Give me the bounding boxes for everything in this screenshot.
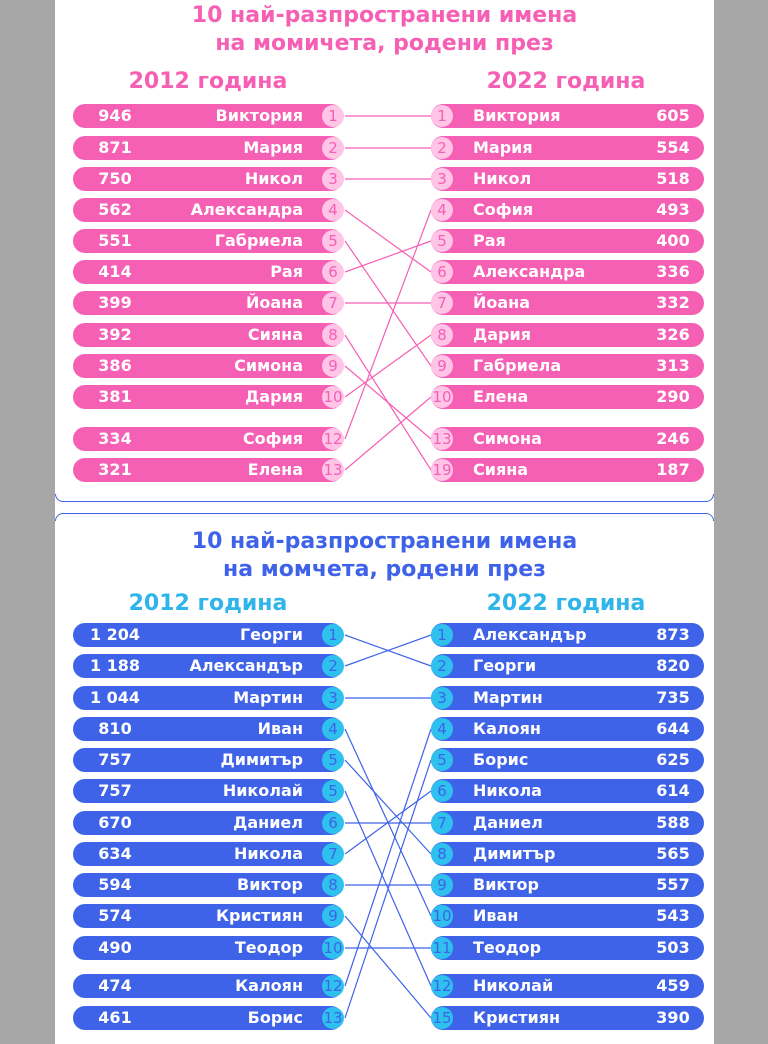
girls-2022-row	[431, 198, 704, 222]
rank-badge: 1	[431, 105, 453, 127]
count: 459	[656, 976, 690, 995]
girls-2022-row	[431, 229, 704, 253]
count: 326	[656, 325, 690, 344]
name: Александър	[473, 625, 587, 644]
rank-badge: 13	[432, 430, 452, 448]
boys-2012-row	[73, 842, 343, 866]
name: Никол	[244, 169, 303, 188]
rank-badge: 12	[323, 977, 343, 995]
count: 313	[656, 356, 690, 375]
rank-badge: 7	[322, 843, 344, 865]
rank-badge: 9	[322, 905, 344, 927]
name: Димитър	[220, 750, 303, 769]
boys-2022-row	[431, 623, 704, 647]
rank-badge: 13	[323, 461, 343, 479]
rank-badge: 9	[322, 355, 344, 377]
rank-badge: 19	[432, 461, 452, 479]
girls-left-year: 2012 година	[128, 69, 288, 94]
name: Александра	[190, 200, 303, 219]
boys-title-line2: на момчета, родени през	[223, 557, 546, 582]
rank-badge: 7	[431, 812, 453, 834]
rank-badge: 5	[322, 780, 344, 802]
girls-2022-row	[431, 136, 704, 160]
count: 1 188	[89, 656, 141, 675]
girls-2022-row	[431, 104, 704, 128]
name: Дария	[473, 325, 531, 344]
rank-badge: 8	[431, 843, 453, 865]
rank-badge: 4	[322, 199, 344, 221]
rank-badge: 2	[322, 655, 344, 677]
count: 493	[656, 200, 690, 219]
rank-badge: 4	[431, 199, 453, 221]
count: 634	[98, 844, 132, 863]
count: 565	[656, 844, 690, 863]
rank-badge: 6	[322, 261, 344, 283]
name: Йоана	[473, 293, 531, 312]
name: Елена	[473, 387, 529, 406]
boys-2012-row	[73, 904, 343, 928]
girls-2012-row	[73, 167, 343, 191]
name: София	[242, 429, 303, 448]
name: Кристиян	[473, 1008, 561, 1027]
name: Калоян	[235, 976, 303, 995]
count: 594	[98, 875, 132, 894]
boys-right-year: 2022 година	[486, 591, 646, 616]
count: 543	[656, 906, 690, 925]
count: 321	[98, 460, 132, 479]
rank-badge: 1	[322, 624, 344, 646]
rank-badge: 8	[431, 324, 453, 346]
girls-2012-row	[73, 291, 343, 315]
count: 518	[656, 169, 690, 188]
boys-2022-row	[431, 686, 704, 710]
count: 810	[98, 719, 132, 738]
rank-badge: 2	[322, 137, 344, 159]
rank-badge: 7	[322, 292, 344, 314]
name: Димитър	[473, 844, 556, 863]
count: 399	[98, 293, 132, 312]
count: 392	[98, 325, 132, 344]
name: Даниел	[473, 813, 543, 832]
girls-2022-row	[431, 458, 704, 482]
boys-2012-row	[73, 623, 343, 647]
rank-badge: 10	[432, 907, 452, 925]
girls-2022-row	[431, 385, 704, 409]
count: 1 204	[89, 625, 141, 644]
count: 820	[656, 656, 690, 675]
name: Борис	[473, 750, 529, 769]
count: 390	[656, 1008, 690, 1027]
boys-2022-row	[431, 654, 704, 678]
boys-2012-row	[73, 974, 343, 998]
boys-2022-row	[431, 1006, 704, 1030]
boys-2012-row	[73, 654, 343, 678]
name: Теодор	[473, 938, 542, 957]
name: Мария	[473, 138, 533, 157]
count: 757	[98, 750, 132, 769]
girls-2022-row	[431, 260, 704, 284]
girls-2022-row	[431, 167, 704, 191]
boys-left-year: 2012 година	[128, 591, 288, 616]
count: 644	[656, 719, 690, 738]
girls-title-line1: 10 най-разпространени имена	[191, 3, 578, 28]
name: Симона	[473, 429, 542, 448]
name: Виктория	[473, 106, 561, 125]
name: Йоана	[245, 293, 303, 312]
rank-badge: 10	[323, 388, 343, 406]
count: 334	[98, 429, 132, 448]
count: 750	[98, 169, 132, 188]
name: Виктор	[473, 875, 539, 894]
name: Симона	[234, 356, 303, 375]
name: Елена	[247, 460, 303, 479]
rank-badge: 5	[431, 230, 453, 252]
rank-badge: 1	[431, 624, 453, 646]
rank-badge: 13	[323, 1009, 343, 1027]
count: 246	[656, 429, 690, 448]
name: Сияна	[473, 460, 529, 479]
count: 557	[656, 875, 690, 894]
girls-2012-row	[73, 427, 343, 451]
boys-2022-row	[431, 748, 704, 772]
rank-badge: 9	[431, 355, 453, 377]
name: Рая	[270, 262, 303, 281]
boys-2012-row	[73, 1006, 343, 1030]
name: Виктория	[215, 106, 303, 125]
count: 625	[656, 750, 690, 769]
section-divider-bottom	[55, 513, 714, 521]
rank-badge: 12	[432, 977, 452, 995]
count: 503	[656, 938, 690, 957]
count: 490	[98, 938, 132, 957]
girls-right-year: 2022 година	[486, 69, 646, 94]
boys-2022-row	[431, 936, 704, 960]
name: Мартин	[473, 688, 543, 707]
count: 871	[98, 138, 132, 157]
rank-badge: 15	[432, 1009, 452, 1027]
rank-badge: 5	[322, 749, 344, 771]
boys-2012-row	[73, 779, 343, 803]
name: Александра	[473, 262, 586, 281]
count: 414	[98, 262, 132, 281]
count: 757	[98, 781, 132, 800]
boys-title-line1: 10 най-разпространени имена	[191, 529, 578, 554]
girls-2012-row	[73, 354, 343, 378]
rank-badge: 3	[322, 687, 344, 709]
count: 562	[98, 200, 132, 219]
name: Калоян	[473, 719, 541, 738]
name: Николай	[473, 976, 554, 995]
count: 670	[98, 813, 132, 832]
rank-badge: 11	[432, 939, 452, 957]
name: Габриела	[214, 231, 303, 250]
rank-badge: 10	[432, 388, 452, 406]
count: 588	[656, 813, 690, 832]
count: 614	[656, 781, 690, 800]
count: 554	[656, 138, 690, 157]
rank-badge: 2	[431, 137, 453, 159]
boys-2012-row	[73, 873, 343, 897]
girls-2022-row	[431, 323, 704, 347]
girls-2012-row	[73, 136, 343, 160]
rank-badge: 8	[322, 324, 344, 346]
name: Борис	[247, 1008, 303, 1027]
count: 332	[656, 293, 690, 312]
count: 1 044	[89, 688, 141, 707]
rank-badge: 5	[322, 230, 344, 252]
name: Николай	[222, 781, 303, 800]
name: Теодор	[234, 938, 303, 957]
name: Иван	[257, 719, 303, 738]
name: Мартин	[233, 688, 303, 707]
count: 386	[98, 356, 132, 375]
name: Иван	[473, 906, 519, 925]
count: 873	[656, 625, 690, 644]
count: 290	[656, 387, 690, 406]
rank-badge: 3	[431, 168, 453, 190]
name: Георги	[473, 656, 537, 675]
boys-2022-row	[431, 717, 704, 741]
boys-2012-row	[73, 811, 343, 835]
count: 461	[98, 1008, 132, 1027]
count: 551	[98, 231, 132, 250]
girls-2012-row	[73, 458, 343, 482]
count: 187	[656, 460, 690, 479]
girls-2012-row	[73, 385, 343, 409]
girls-2012-row	[73, 260, 343, 284]
section-divider-top	[55, 494, 714, 502]
name: Георги	[239, 625, 303, 644]
boys-2022-row	[431, 904, 704, 928]
count: 946	[98, 106, 132, 125]
name: Габриела	[473, 356, 562, 375]
rank-badge: 6	[431, 780, 453, 802]
rank-badge: 3	[431, 687, 453, 709]
boys-2012-row	[73, 686, 343, 710]
boys-2022-row	[431, 811, 704, 835]
name: Никол	[473, 169, 532, 188]
girls-title-line2: на момичета, родени през	[215, 31, 554, 56]
name: София	[473, 200, 534, 219]
boys-2012-row	[73, 748, 343, 772]
rank-badge: 6	[431, 261, 453, 283]
boys-2012-row	[73, 717, 343, 741]
name: Дария	[245, 387, 303, 406]
rank-badge: 4	[431, 718, 453, 740]
count: 605	[656, 106, 690, 125]
girls-2012-row	[73, 323, 343, 347]
name: Кристиян	[215, 906, 303, 925]
rank-badge: 12	[323, 430, 343, 448]
count: 735	[656, 688, 690, 707]
girls-2012-row	[73, 104, 343, 128]
rank-badge: 3	[322, 168, 344, 190]
girls-2022-row	[431, 354, 704, 378]
rank-badge: 9	[431, 874, 453, 896]
name: Никола	[473, 781, 542, 800]
boys-2012-row	[73, 936, 343, 960]
rank-badge: 2	[431, 655, 453, 677]
name: Рая	[473, 231, 506, 250]
name: Даниел	[233, 813, 303, 832]
rank-badge: 5	[431, 749, 453, 771]
name: Сияна	[247, 325, 303, 344]
count: 381	[98, 387, 132, 406]
name: Виктор	[237, 875, 303, 894]
name: Мария	[243, 138, 303, 157]
rank-badge: 6	[322, 812, 344, 834]
name: Александър	[189, 656, 303, 675]
rank-badge: 4	[322, 718, 344, 740]
count: 474	[98, 976, 132, 995]
girls-2022-row	[431, 291, 704, 315]
rank-badge: 10	[323, 939, 343, 957]
count: 400	[656, 231, 690, 250]
boys-2022-row	[431, 842, 704, 866]
rank-badge: 8	[322, 874, 344, 896]
rank-badge: 7	[431, 292, 453, 314]
boys-2022-row	[431, 779, 704, 803]
boys-2022-row	[431, 873, 704, 897]
count: 336	[656, 262, 690, 281]
girls-2012-row	[73, 198, 343, 222]
girls-2012-row	[73, 229, 343, 253]
rank-badge: 1	[322, 105, 344, 127]
count: 574	[98, 906, 132, 925]
girls-2022-row	[431, 427, 704, 451]
name: Никола	[234, 844, 303, 863]
boys-2022-row	[431, 974, 704, 998]
